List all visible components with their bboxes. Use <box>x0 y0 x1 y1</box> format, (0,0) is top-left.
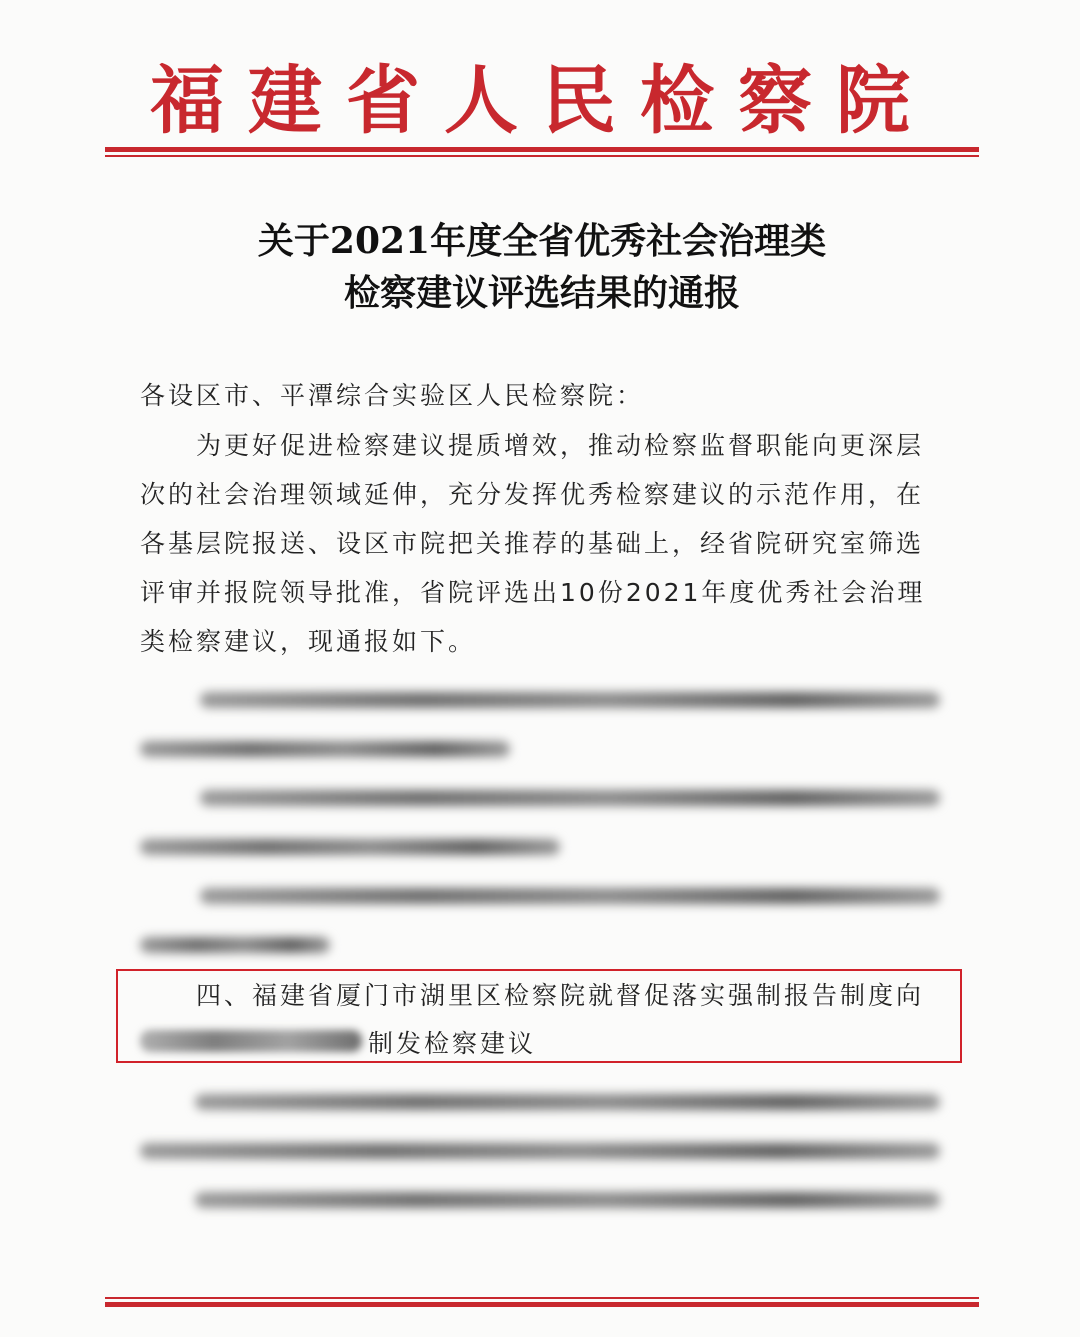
letterhead-rule-thick <box>105 147 979 152</box>
highlighted-item-line-2: 制发检察建议 <box>368 1029 537 1058</box>
salutation: 各设区市、平潭综合实验区人民检察院： <box>140 381 645 410</box>
redacted-body <box>140 1074 940 1241</box>
highlighted-item-line-1: 四、福建省厦门市湖里区检察院就督促落实强制报告制度向 <box>196 981 925 1010</box>
intro-line: 为更好促进检察建议提质增效，推动检察监督职能向更深层 <box>196 431 925 460</box>
document-title-line-1: 关于2021年度全省优秀社会治理类 <box>257 220 827 262</box>
letterhead-organization: 福建省人民检察院 <box>150 58 934 144</box>
redacted-line <box>140 1143 940 1159</box>
footer-rule-thick <box>105 1302 979 1307</box>
redacted-recipient <box>140 1030 362 1052</box>
footer-rule-thin <box>105 1297 979 1299</box>
intro-paragraph <box>140 421 940 666</box>
redacted-line <box>200 790 940 806</box>
intro-line: 类检察建议，现通报如下。 <box>140 627 477 656</box>
intro-line: 评审并报院领导批准，省院评选出10份2021年度优秀社会治理 <box>140 578 926 607</box>
redacted-line <box>140 937 330 953</box>
redacted-line <box>140 839 560 855</box>
document-title-line-2: 检察建议评选结果的通报 <box>343 272 740 314</box>
redacted-line <box>200 692 940 708</box>
intro-line: 次的社会治理领域延伸，充分发挥优秀检察建议的示范作用，在 <box>140 480 925 509</box>
redacted-line <box>195 1192 940 1208</box>
redacted-line <box>200 888 940 904</box>
redacted-line <box>140 741 510 757</box>
intro-line: 各基层院报送、设区市院把关推荐的基础上，经省院研究室筛选 <box>140 529 925 558</box>
redacted-line <box>195 1094 940 1110</box>
letterhead-rule-thin <box>105 155 979 157</box>
redacted-items <box>140 672 940 986</box>
